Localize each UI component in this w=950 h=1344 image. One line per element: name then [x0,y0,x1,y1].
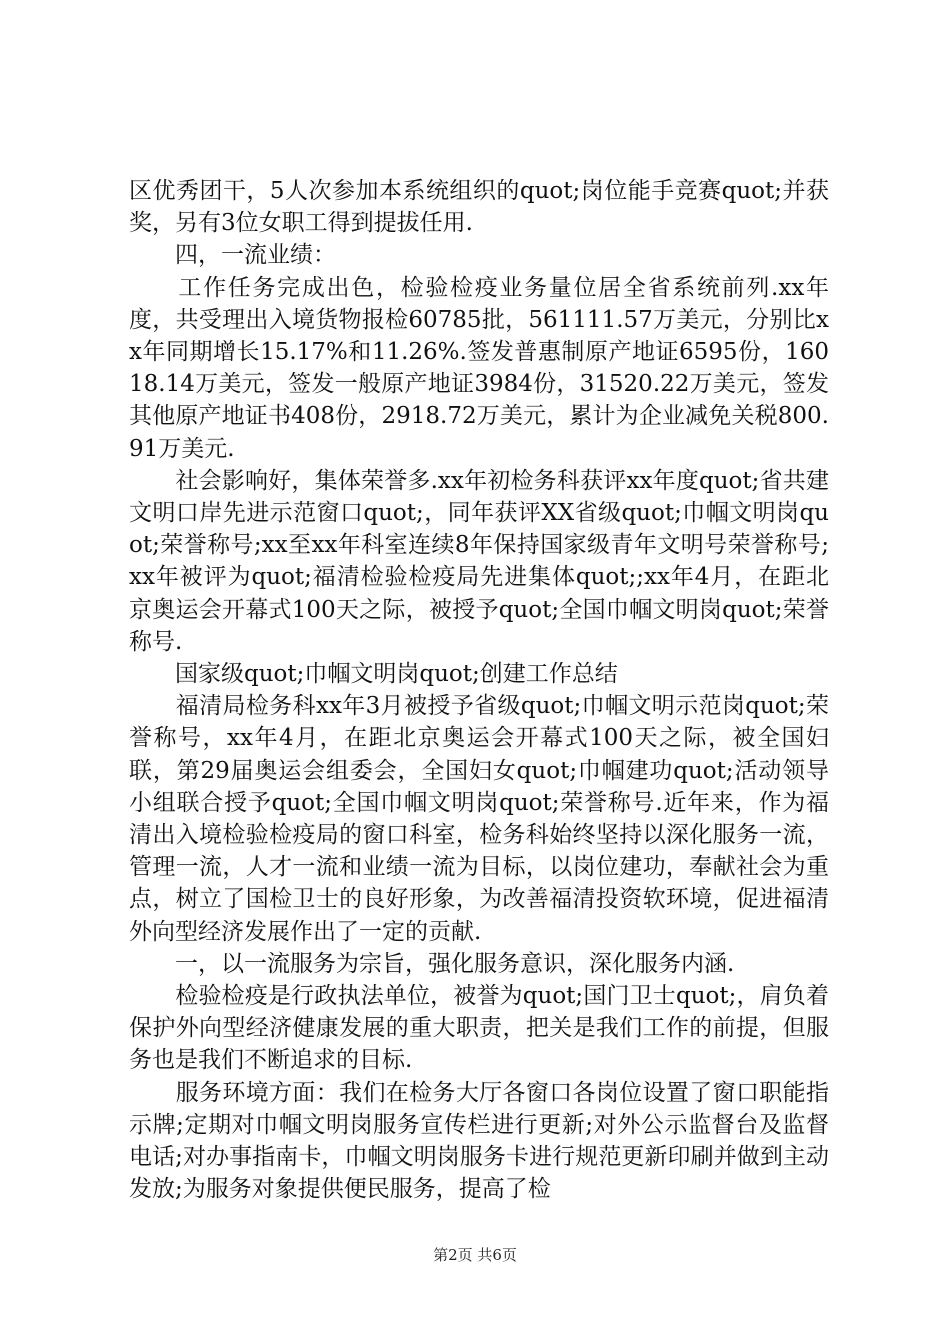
paragraph: 福清局检务科xx年3月被授予省级quot;巾帼文明示范岗quot;荣誉称号，xx年4月，在距北京奥运会开幕式100天之际，被全国妇联，第29届奥运会组委会，全国妇女quot;巾帼建功quot;活动领导小组联合授予quot;全国巾帼文明岗quot;荣誉称号.近年来，作为福清出入境检验检疫局的窗口科室，检务科始终坚持以深化服务一流，管理一流，人才一流和业绩一流为目标，以岗位建功，奉献社会为重点，树立了国检卫士的良好形象，为改善福清投资软环境，促进福清外向型经济发展作出了一定的贡献. [129,693,829,945]
document-body [129,175,829,1206]
section-heading: 一，以一流服务为宗旨，强化服务意识，深化服务内涵. [129,950,735,977]
section-heading: 四，一流业绩： [129,242,336,269]
paragraph: 工作任务完成出色，检验检疫业务量位居全省系统前列.xx年度，共受理出入境货物报检60785批，561111.57万美元，分别比xx年同期增长15.17%和11.26%.签发普惠制原产地证6595份，16018.14万美元，签发一般原产地证3984份，31520.22万美元，签发其他原产地证书408份，2918.72万美元，累计为企业减免关税800.91万美元. [129,274,829,462]
paragraph: 区优秀团干，5人次参加本系统组织的quot;岗位能手竞赛quot;并获奖，另有3位女职工得到提拔任用. [129,178,829,237]
paragraph: 检验检疫是行政执法单位，被誉为quot;国门卫士quot;，肩负着保护外向型经济健康发展的重大职责，把关是我们工作的前提，但服务也是我们不断追求的目标. [129,983,829,1074]
paragraph: 服务环境方面：我们在检务大厅各窗口各岗位设置了窗口职能指示牌;定期对巾帼文明岗服务宣传栏进行更新;对外公示监督台及监督电话;对办事指南卡，巾帼文明岗服务卡进行规范更新印刷并做到主动发放;为服务对象提供便民服务，提高了检 [129,1079,829,1203]
page-number-footer: 第2页 共6页 [433,1246,517,1264]
section-heading: 国家级quot;巾帼文明岗quot;创建工作总结 [129,661,618,688]
paragraph: 社会影响好，集体荣誉多.xx年初检务科获评xx年度quot;省共建文明口岸先进示范窗口quot;，同年获评XX省级quot;巾帼文明岗quot;荣誉称号;xx至xx年科室连续8年保持国家级青年文明号荣誉称号;xx年被评为quot;福清检验检疫局先进集体quot;;xx年4月，在距北京奥运会开幕式100天之际，被授予quot;全国巾帼文明岗quot;荣誉称号. [129,467,829,655]
